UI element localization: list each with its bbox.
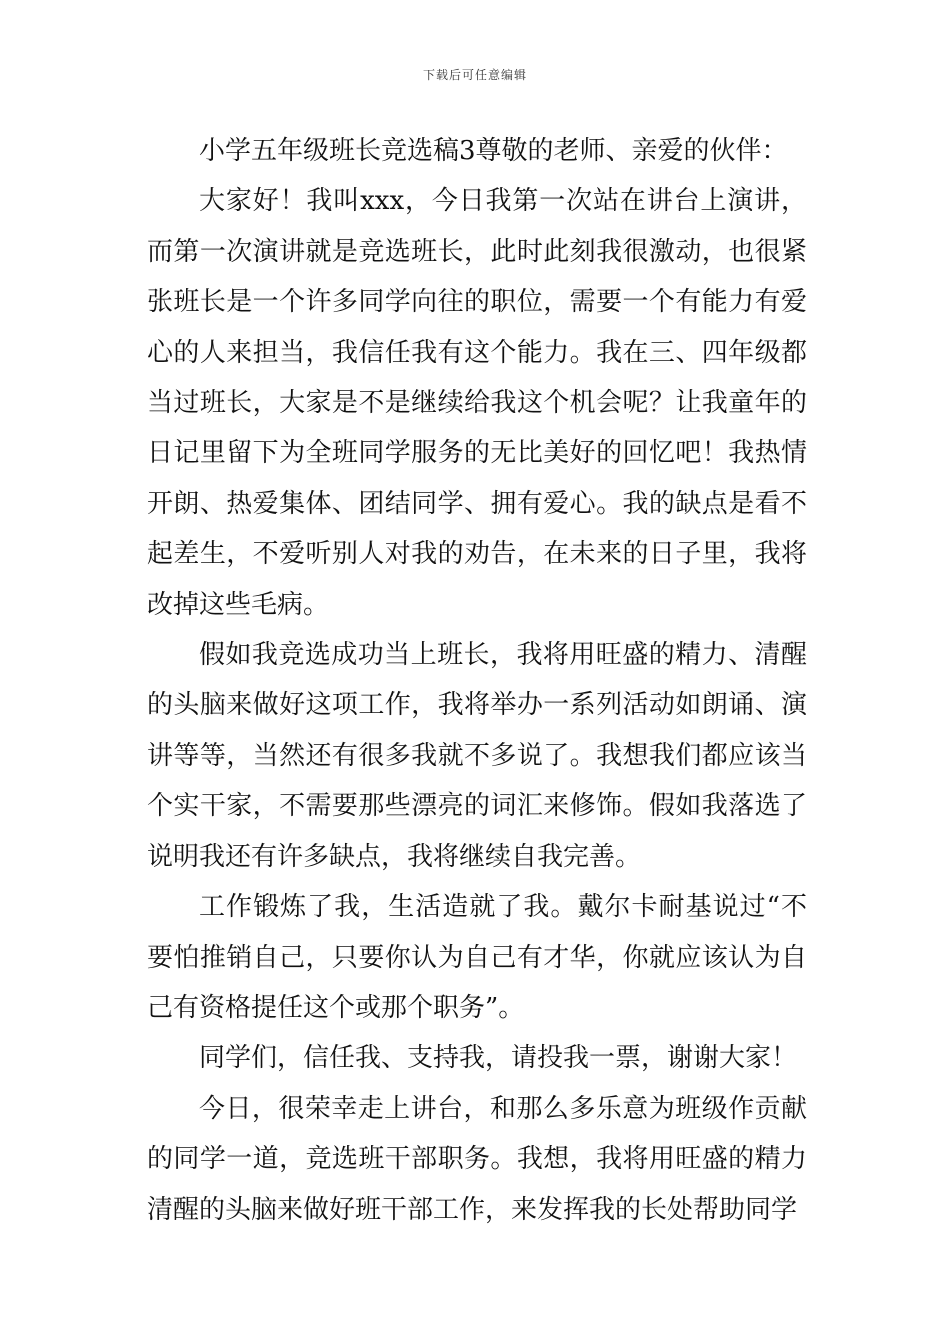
document-body (147, 126, 807, 1235)
page-header-note: 下载后可任意编辑 (422, 68, 527, 82)
paragraph-introduction: 大家好！我叫xxx，今日我第一次站在讲台上演讲，而第一次演讲就是竞选班长，此时此刻我很激动，也很紧张班长是一个许多同学向往的职位，需要一个有能力有爱心的人来担当，我信任我有这个能力。我在三、四年级都当过班长，大家是不是继续给我这个机会呢？让我童年的日记里留下为全班同学服务的无比美好的回忆吧！我热情开朗、热爱集体、团结同学、拥有爱心。我的缺点是看不起差生，不爱听别人对我的劝告，在未来的日子里，我将改掉这些毛病。 (147, 186, 807, 620)
paragraph-plan: 假如我竞选成功当上班长，我将用旺盛的精力、清醒的头脑来做好这项工作，我将举办一系列活动如朗诵、演讲等等，当然还有很多我就不多说了。我想我们都应该当个实干家，不需要那些漂亮的词汇来修饰。假如我落选了说明我还有许多缺点，我将继续自我完善。 (147, 640, 807, 872)
paragraph-second-speech: 今日，很荣幸走上讲台，和那么多乐意为班级作贡献的同学一道，竞选班干部职务。我想，我将用旺盛的精力清醒的头脑来做好班干部工作，来发挥我的长处帮助同学 (147, 1093, 807, 1225)
paragraph-title: 小学五年级班长竞选稿3尊敬的老师、亲爱的伙伴： (199, 136, 788, 166)
paragraph-closing: 同学们，信任我、支持我，请投我一票，谢谢大家！ (199, 1043, 798, 1074)
paragraph-quote: 工作锻炼了我，生活造就了我。戴尔卡耐基说过“不要怕推销自己，只要你认为自己有才华，你就应该认为自己有资格提任这个或那个职务”。 (147, 892, 807, 1023)
